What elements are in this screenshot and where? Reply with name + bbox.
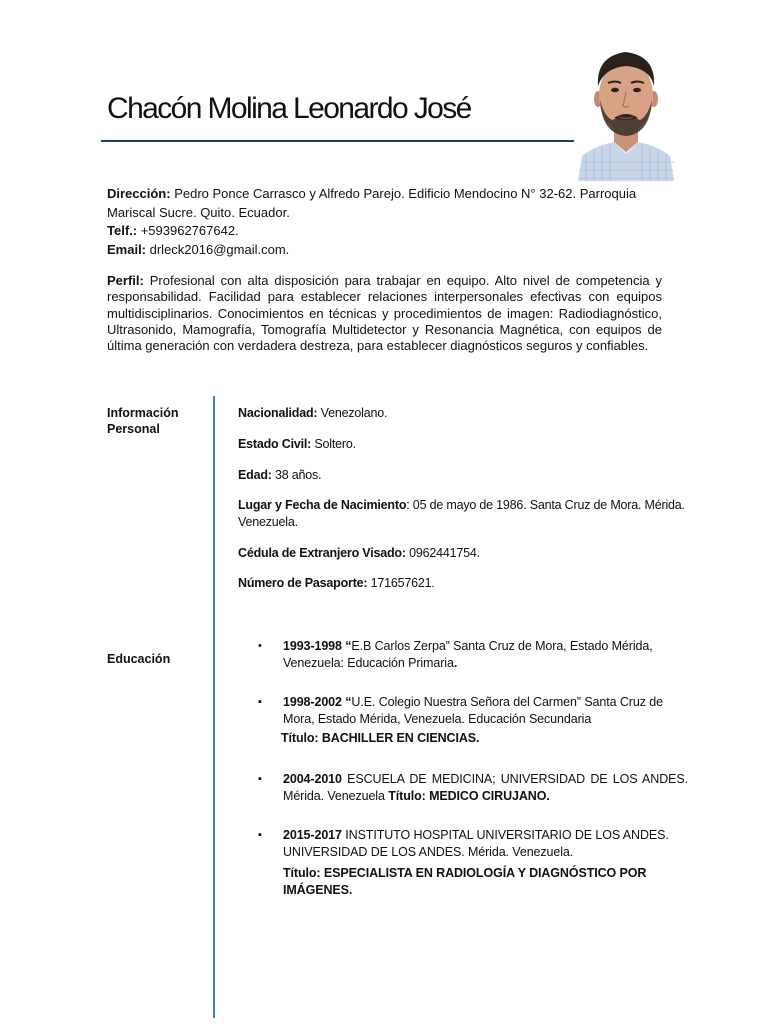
education-text: INSTITUTO HOSPITAL UNIVERSITARIO DE LOS ANDES. UNIVERSIDAD DE LOS ANDES. Mérida. Venezuela. (283, 828, 669, 859)
nationality-label: Nacionalidad: (238, 406, 318, 420)
age-value: 38 años. (271, 468, 322, 482)
address-line (107, 185, 642, 222)
education-text: U.E. Colegio Nuestra Señora del Carmen” Santa Cruz de Mora, Estado Mérida, Venezuela. Educación Secundaria (283, 695, 663, 726)
education-years: 2015-2017 (283, 828, 342, 842)
profile-photo (574, 44, 678, 181)
birth-value: : 05 de mayo de 1986. Santa Cruz de Mora. Mérida. Venezuela. (238, 498, 685, 529)
profile-label: Perfil: (107, 273, 144, 288)
education-text: E.B Carlos Zerpa” Santa Cruz de Mora, Estado Mérida, Venezuela: Educación Primaria (283, 639, 653, 670)
address-label: Dirección: (107, 186, 171, 201)
birth-label: Lugar y Fecha de Nacimiento (238, 498, 407, 512)
profile-text: Profesional con alta disposición para trabajar en equipo. Alto nivel de competencia y responsabilidad. Facilidad para establecer relaciones interpersonales efectivas con equipos multidisciplinarios. Conocimientos en técnicas y procedimientos de imagen: Radiodiagnóstico, Ultrasonido, Mamografía, Tomografía Multidetector y Resonancia Magnética, con equipos de última generación con verdadera destreza, para establecer diagnósticos seguros y confiables. (107, 273, 662, 354)
age-line (238, 467, 688, 484)
email-line (107, 241, 642, 260)
education-degree: Título: MEDICO CIRUJANO. (388, 789, 550, 803)
education-years: 2004-2010 (283, 772, 342, 786)
passport-line (238, 575, 688, 592)
civil-status-label: Estado Civil: (238, 437, 312, 451)
email-value: drleck2016@gmail.com. (146, 241, 290, 257)
phone-value: +593962767642. (137, 223, 239, 238)
education-years: 1998-2002 “ (283, 695, 352, 709)
id-label: Cédula de Extranjero Visado: (238, 546, 406, 560)
id-line (238, 545, 688, 562)
education-item-specialty (258, 827, 688, 899)
education-degree: Título: BACHILLER EN CIENCIAS. (281, 731, 480, 745)
email-label: Email: (107, 241, 147, 257)
bullet-icon: ▪ (258, 696, 262, 708)
age-label: Edad: (238, 468, 272, 482)
civil-status-line (238, 436, 688, 453)
education-heading: Educación (107, 652, 171, 666)
section-divider-line (213, 396, 215, 1018)
contact-block (107, 185, 642, 259)
phone-line (107, 222, 642, 241)
education-item-primary (258, 638, 688, 672)
education-text: ESCUELA DE MEDICINA; UNIVERSIDAD DE LOS ANDES. Mérida. Venezuela (283, 772, 688, 803)
bullet-icon: ▪ (258, 829, 262, 841)
cv-name: Chacón Molina Leonardo José (107, 92, 471, 125)
phone-label: Telf.: (107, 223, 138, 238)
bullet-icon: ▪ (258, 773, 262, 785)
personal-info-heading: Información Personal (107, 406, 179, 436)
title-divider (101, 140, 577, 142)
profile-paragraph (107, 273, 662, 354)
passport-value: 171657621. (367, 576, 435, 590)
birth-line (238, 497, 688, 531)
education-degree: Título: ESPECIALISTA EN RADIOLOGÍA Y DIAGNÓSTICO POR IMÁGENES. (283, 866, 647, 897)
bullet-icon: • (258, 640, 262, 652)
education-end: . (453, 656, 458, 670)
education-years: 1993-1998 “ (283, 639, 352, 653)
civil-status-value: Soltero. (311, 437, 356, 451)
nationality-value: Venezolano. (317, 406, 388, 420)
passport-label: Número de Pasaporte: (238, 576, 368, 590)
education-item-medicine (258, 771, 688, 805)
nationality-line (238, 405, 688, 422)
address-value: Pedro Ponce Carrasco y Alfredo Parejo. Edificio Mendocino N° 32-62. Parroquia Mariscal Sucre. Quito. Ecuador. (107, 186, 637, 220)
education-item-secondary (258, 694, 688, 747)
id-value: 0962441754. (405, 546, 480, 560)
